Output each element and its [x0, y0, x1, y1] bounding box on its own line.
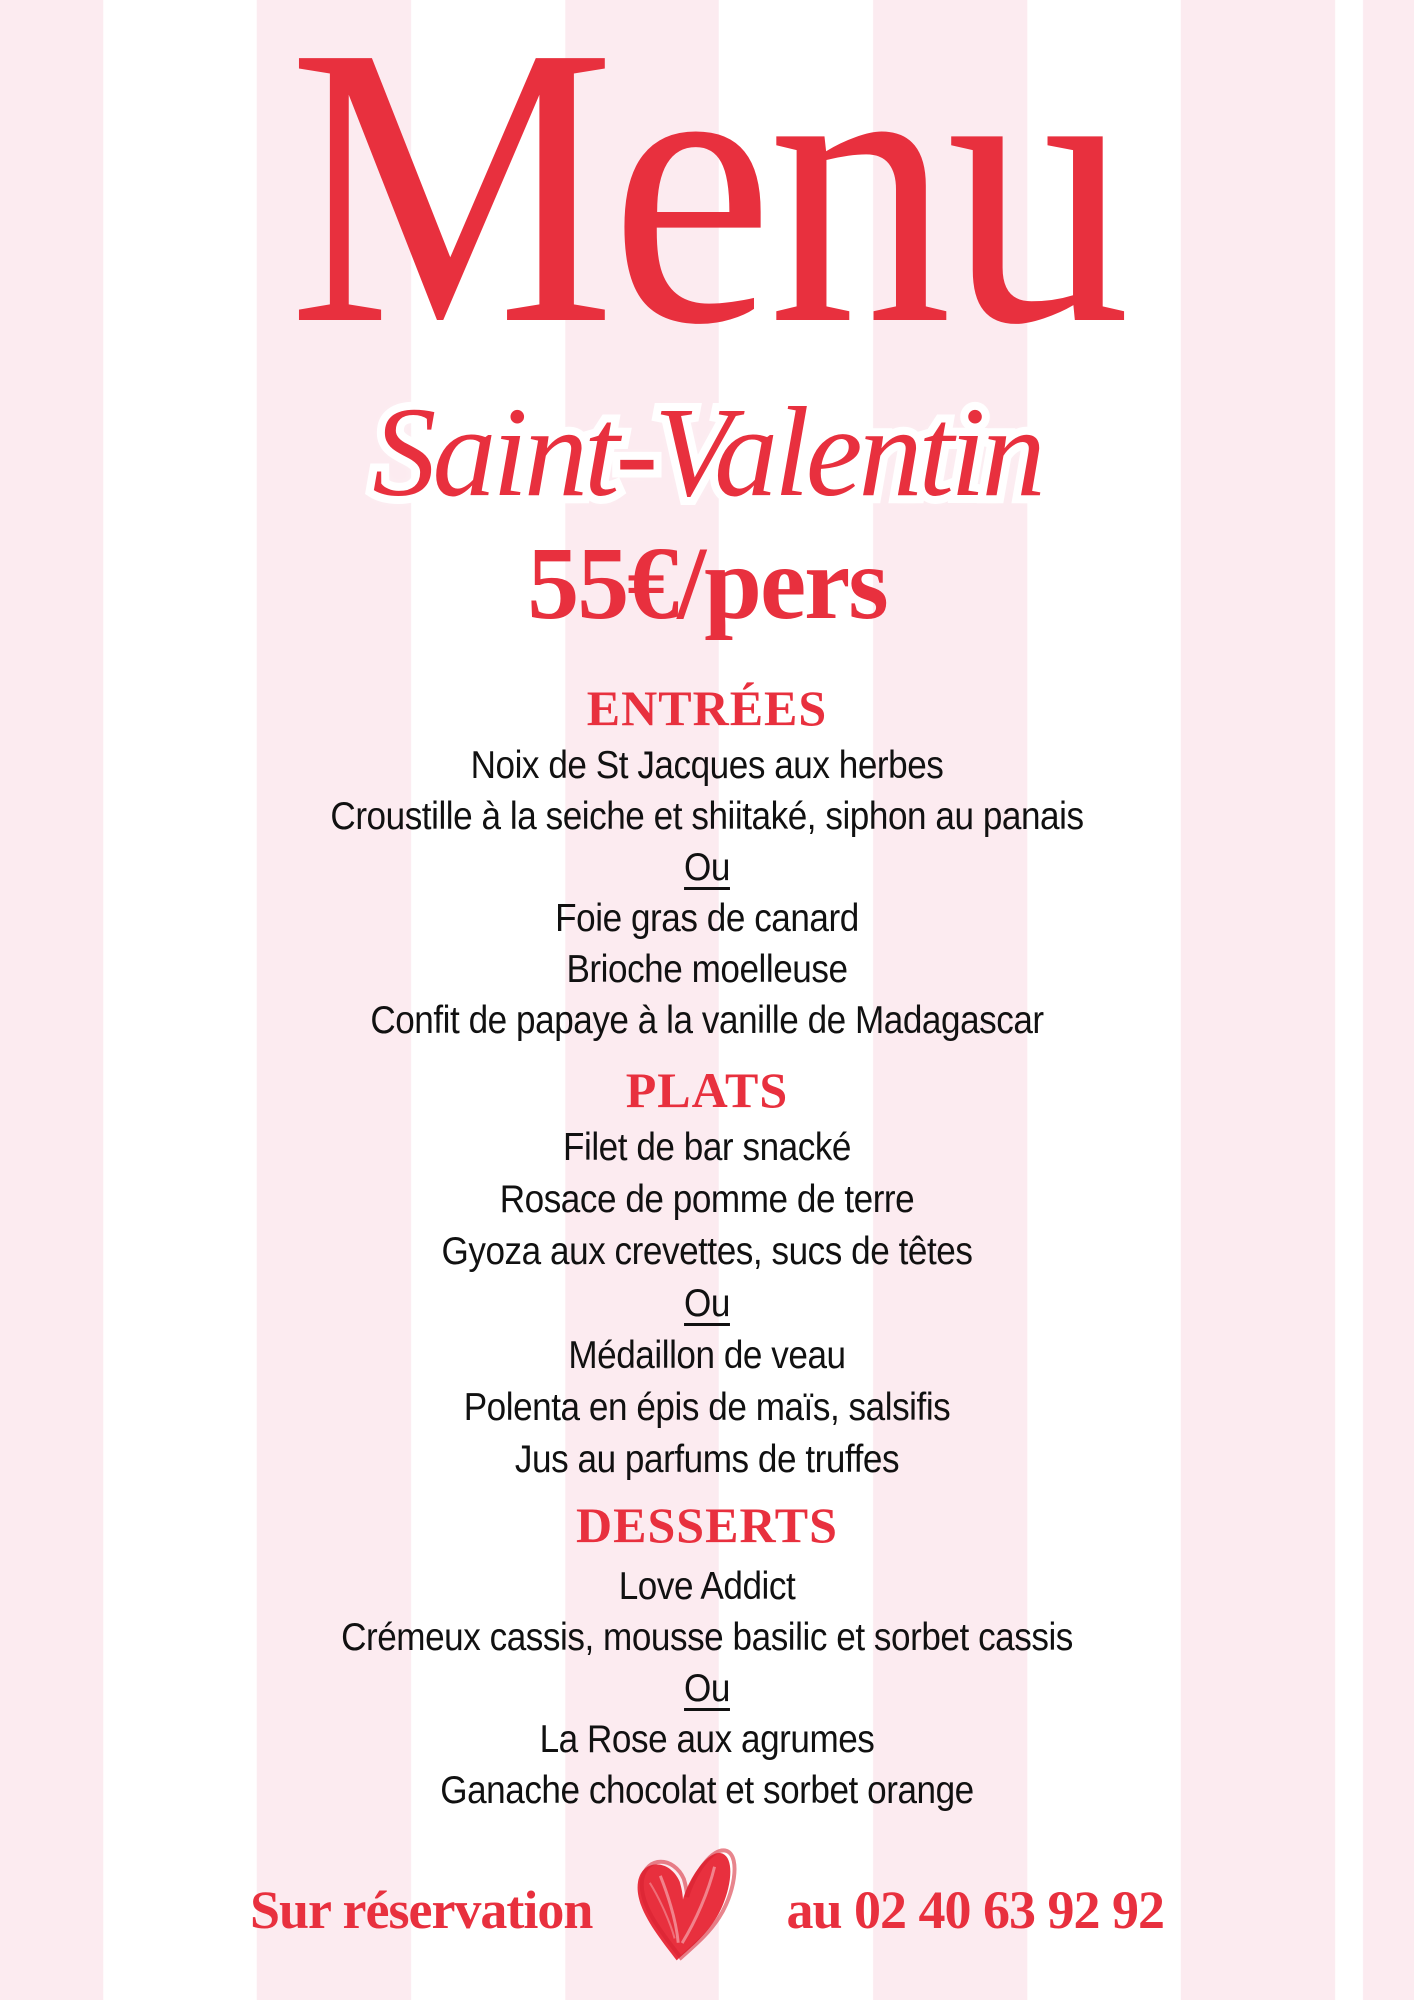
- menu-item: Foie gras de canard: [555, 897, 859, 940]
- menu-item: Croustille à la seiche et shiitaké, siphon au panais: [330, 795, 1084, 838]
- section-heading: DESSERTS: [576, 1497, 838, 1553]
- ou-divider: Ou: [684, 1667, 730, 1710]
- menu-item: Love Addict: [618, 1565, 796, 1608]
- menu-price: 55€/pers: [527, 526, 887, 641]
- section-desserts: [0, 1497, 1414, 1816]
- ou-divider: Ou: [684, 1282, 730, 1325]
- heart-icon: [615, 1834, 765, 1985]
- menu-item: Médaillon de veau: [568, 1334, 846, 1377]
- section-heading: ENTRÉES: [586, 680, 828, 736]
- menu-item: Confit de papaye à la vanille de Madagascar: [370, 999, 1044, 1042]
- menu-item: Gyoza aux crevettes, sucs de têtes: [441, 1230, 973, 1273]
- phone-label: au 02 40 63 92 92: [786, 1880, 1164, 1940]
- menu-item: Crémeux cassis, mousse basilic et sorbet cassis: [341, 1616, 1073, 1659]
- section-items: [71, 740, 1344, 1046]
- menu-item: Noix de St Jacques aux herbes: [470, 744, 944, 787]
- section-heading: PLATS: [625, 1062, 789, 1118]
- ou-divider-line: [71, 1663, 1344, 1714]
- section-plats: [0, 1062, 1414, 1486]
- section-items: [71, 1122, 1344, 1486]
- menu-title-text: Menu: [288, 0, 1126, 407]
- reservation-label: Sur réservation: [249, 1880, 593, 1940]
- ou-divider-line: [71, 842, 1344, 893]
- menu-item: Rosace de pomme de terre: [499, 1178, 915, 1221]
- footer: [0, 1830, 1414, 1990]
- menu-item: Filet de bar snacké: [562, 1126, 851, 1169]
- menu-subtitle: [0, 382, 1414, 523]
- menu-title: [0, 0, 1414, 407]
- ou-divider: Ou: [684, 846, 730, 889]
- menu-item: Jus au parfums de truffes: [514, 1438, 900, 1481]
- section-items: [71, 1561, 1344, 1816]
- menu-item: Brioche moelleuse: [566, 948, 848, 991]
- section-entrees: [0, 680, 1414, 1046]
- ou-divider-line: [71, 1278, 1344, 1330]
- menu-item: Polenta en épis de maïs, salsifis: [463, 1386, 951, 1429]
- menu-item: La Rose aux agrumes: [539, 1718, 875, 1761]
- menu-subtitle-text: Saint-Valentin Saint-Valentin: [372, 382, 1041, 523]
- menu-item: Ganache chocolat et sorbet orange: [440, 1769, 974, 1812]
